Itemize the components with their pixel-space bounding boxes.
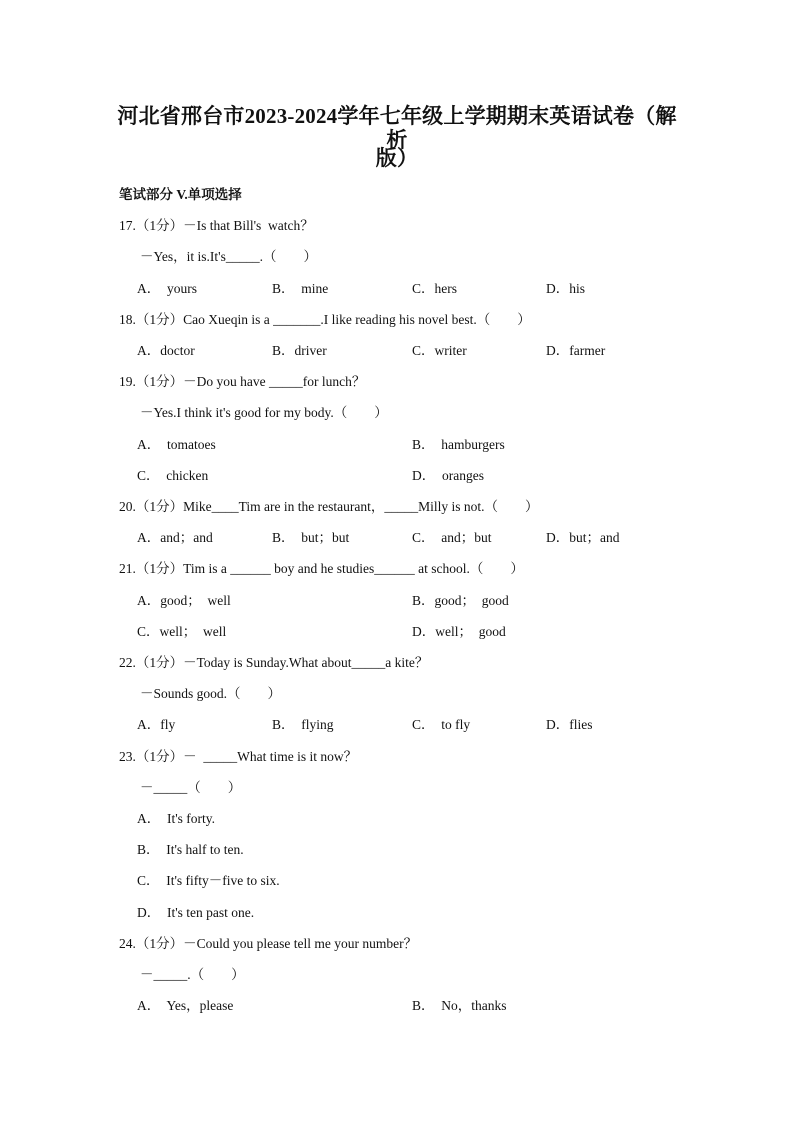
question-21-option-c: C．well； well (137, 624, 227, 639)
question-23-option-b: B． It's half to ten. (137, 842, 244, 857)
question-18-stem: 18.（1分）Cao Xueqin is a _______.I like reading his novel best.（ ） (119, 312, 531, 327)
question-18-option-b: B．driver (272, 343, 327, 358)
question-24-stem: 24.（1分）－Could you please tell me your number？ (119, 936, 418, 951)
question-22-option-a: A．fly (137, 717, 176, 732)
question-17-option-a: A． yours (137, 281, 197, 296)
question-20-option-a: A．and；and (137, 530, 213, 545)
section-heading: 笔试部分 V.单项选择 (119, 187, 242, 202)
question-21-stem: 21.（1分）Tim is a ______ boy and he studies______ at school.（ ） (119, 561, 524, 576)
question-20-option-b: B． but；but (272, 530, 350, 545)
question-22-option-c: C． to fly (412, 717, 471, 732)
question-19-option-c: C． chicken (137, 468, 209, 483)
question-22-answer-line: －Sounds good.（ ） (140, 686, 282, 701)
question-17-stem: 17.（1分）－Is that Bill's watch？ (119, 218, 314, 233)
question-24-answer-line: －_____.（ ） (140, 967, 245, 982)
question-19-option-d: D． oranges (412, 468, 484, 483)
question-21-option-a: A．good； well (137, 593, 231, 608)
page-title-line-1: 河北省邢台市2023-2024学年七年级上学期期末英语试卷（解析 (117, 104, 677, 152)
question-20-option-d: D．but；and (546, 530, 620, 545)
question-21-option-d: D．well； good (412, 624, 506, 639)
question-24-option-b: B． No，thanks (412, 998, 507, 1013)
question-17-option-d: D．his (546, 281, 586, 296)
question-22-stem: 22.（1分）－Today is Sunday.What about_____a kite？ (119, 655, 429, 670)
question-23-answer-line: －_____（ ） (140, 780, 242, 795)
question-21-option-b: B．good； good (412, 593, 509, 608)
question-23-stem: 23.（1分）－ _____What time is it now？ (119, 749, 358, 764)
question-19-answer-line: －Yes.I think it's good for my body.（ ） (140, 405, 388, 420)
question-23-option-a: A． It's forty. (137, 811, 216, 826)
question-17-option-c: C．hers (412, 281, 457, 296)
question-22-option-b: B． flying (272, 717, 334, 732)
question-17-option-b: B． mine (272, 281, 329, 296)
question-24-option-a: A． Yes，please (137, 998, 234, 1013)
page-title-line-2: 版） (375, 146, 419, 170)
question-20-option-c: C． and；but (412, 530, 492, 545)
question-23-option-c: C． It's fifty－five to six. (137, 873, 280, 888)
question-18-option-d: D．farmer (546, 343, 606, 358)
question-19-option-b: B． hamburgers (412, 437, 505, 452)
question-19-option-a: A． tomatoes (137, 437, 216, 452)
question-19-stem: 19.（1分）－Do you have _____for lunch？ (119, 374, 366, 389)
question-17-answer-line: －Yes，it is.It's_____.（ ） (140, 249, 317, 264)
question-23-option-d: D． It's ten past one. (137, 905, 255, 920)
question-20-stem: 20.（1分）Mike____Tim are in the restaurant，_____Milly is not.（ ） (119, 499, 539, 514)
question-18-option-a: A．doctor (137, 343, 195, 358)
question-18-option-c: C．writer (412, 343, 467, 358)
question-22-option-d: D．flies (546, 717, 593, 732)
